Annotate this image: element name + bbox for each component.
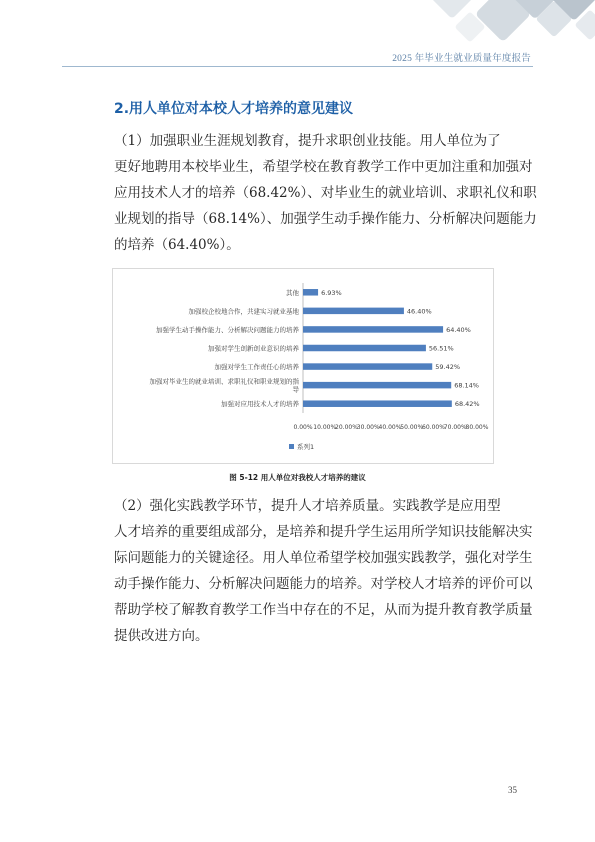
x-tick-label: 0.00% xyxy=(293,424,313,431)
category-label: 加强对学生工作责任心的培养 xyxy=(214,363,299,372)
paragraph-1-line: 的培养（64.40%）。 xyxy=(114,237,240,253)
category-label: 加强对应用技术人才的培养 xyxy=(221,400,299,409)
bar xyxy=(303,400,452,407)
paragraph-2-line: （2）强化实践教学环节，提升人才培养质量。实践教学是应用型 xyxy=(114,498,501,514)
bar xyxy=(303,326,443,333)
bar xyxy=(303,382,451,389)
section-heading: 2.用人单位对本校人才培养的意见建议 xyxy=(114,101,354,117)
category-label: 其他 xyxy=(286,288,299,297)
legend-label: 系列1 xyxy=(297,443,315,451)
header-divider xyxy=(62,66,533,67)
bar-data-label: 6.93% xyxy=(321,288,342,297)
bar xyxy=(303,345,426,352)
legend-swatch xyxy=(289,444,294,449)
page-number: 35 xyxy=(508,785,517,795)
x-tick-label: 60.00% xyxy=(422,424,445,431)
bar xyxy=(303,289,318,296)
bar-data-label: 64.40% xyxy=(446,325,471,334)
paragraph-2-line: 帮助学校了解教育教学工作当中存在的不足，从而为提升教育教学质量 xyxy=(114,602,533,618)
decorative-diamond-tiles xyxy=(428,0,595,43)
paragraph-1 xyxy=(114,128,537,258)
x-tick-label: 30.00% xyxy=(356,424,380,431)
category-label: 加强校企校地合作，共建实习就业基地 xyxy=(188,307,299,316)
category-label: 导 xyxy=(292,385,299,394)
paragraph-1-line: 应用技术人才的培养（68.42%）、对毕业生的就业培训、求职礼仪和职 xyxy=(114,185,537,201)
x-tick-label: 10.00% xyxy=(313,424,337,431)
x-tick-label: 70.00% xyxy=(443,424,467,431)
category-label: 加强对毕业生的就业培训、求职礼仪和职业规划的指 xyxy=(149,377,299,386)
paragraph-1-line: （1）加强职业生涯规划教育，提升求职创业技能。用人单位为了 xyxy=(114,133,501,149)
x-tick-label: 40.00% xyxy=(378,424,402,431)
category-label: 加强学生动手操作能力、分析解决问题能力的培养 xyxy=(156,325,299,334)
bar xyxy=(303,308,404,315)
figure-caption: 图 5-12 用人单位对我校人才培养的建议 xyxy=(229,473,366,482)
bar-data-label: 68.42% xyxy=(454,400,480,409)
paragraph-2-line: 动手操作能力、分析解决问题能力的培养。对学校人才培养的评价可以 xyxy=(114,576,533,592)
category-label: 加强对学生创新创业意识的培养 xyxy=(208,344,299,353)
bar xyxy=(303,363,432,370)
paragraph-1-line: 更好地聘用本校毕业生，希望学校在教育教学工作中更加注重和加强对 xyxy=(114,159,533,175)
bar-data-label: 46.40% xyxy=(406,307,432,316)
paragraph-2-line: 人才培养的重要组成部分，是培养和提升学生运用所学知识技能解决实 xyxy=(114,524,533,540)
bar-data-label: 59.42% xyxy=(435,363,461,372)
bar-chart xyxy=(113,269,493,463)
x-tick-label: 80.00% xyxy=(465,424,489,431)
paragraph-2-line: 际问题能力的关键途径。用人单位希望学校加强实践教学，强化对学生 xyxy=(114,550,533,566)
x-tick-label: 50.00% xyxy=(400,424,424,431)
paragraph-2-line: 提供改进方向。 xyxy=(114,628,209,644)
bar-chart-container xyxy=(112,268,494,464)
paragraph-1-line: 业规划的指导（68.14%）、加强学生动手操作能力、分析解决问题能力 xyxy=(114,211,537,227)
bar-data-label: 68.14% xyxy=(454,381,480,390)
bar-data-label: 56.51% xyxy=(428,344,454,353)
paragraph-2 xyxy=(114,493,533,649)
running-header-title: 2025 年毕业生就业质量年度报告 xyxy=(392,54,531,64)
x-tick-label: 20.00% xyxy=(335,424,358,431)
